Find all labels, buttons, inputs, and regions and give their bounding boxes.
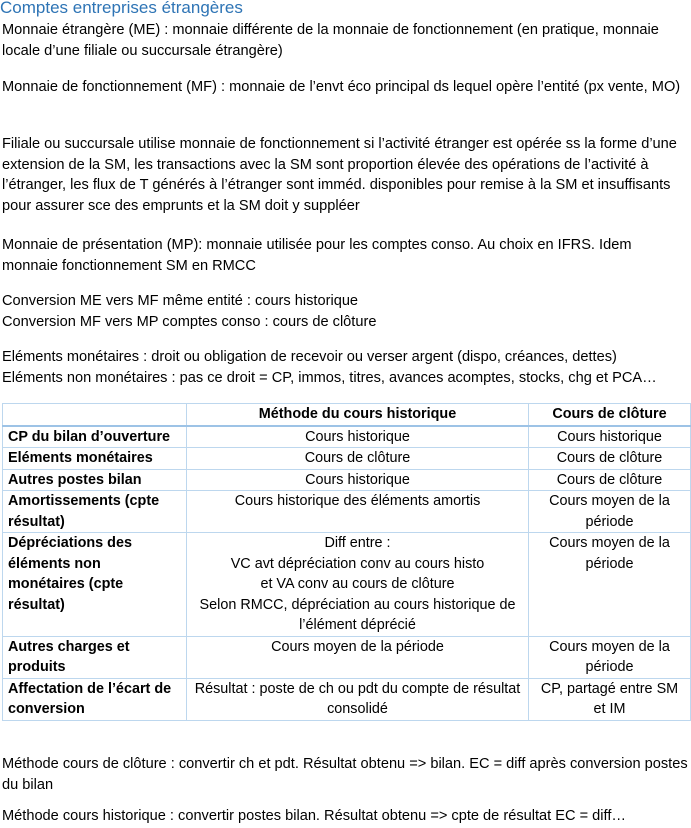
row-label: Affectation de l’écart de conversion <box>3 678 187 720</box>
row-label: Amortissements (cpte résultat) <box>3 491 187 533</box>
paragraph-monnaie-fonctionnement: Monnaie de fonctionnement (MF) : monnaie de l’envt éco principal ds lequel opère l’entité (px vente, MO) <box>2 79 681 95</box>
paragraph-monnaie-presentation: Monnaie de présentation (MP): monnaie utilisée pour les comptes conso. Au choix en IFRS. Idem monnaie fonctionnement SM en RMCC <box>2 237 632 274</box>
row-label: Autres postes bilan <box>3 469 187 491</box>
page-title: Comptes entreprises étrangères <box>0 0 243 17</box>
table-row <box>3 636 691 678</box>
cell-cloture: Cours de clôture <box>529 469 691 491</box>
table-row <box>3 426 691 448</box>
cell-cloture: Cours historique <box>529 426 691 448</box>
table-header-empty <box>3 404 187 426</box>
cell-historique: Diff entre : VC avt dépréciation conv au cours histo et VA conv au cours de clôture Selon RMCC, dépréciation au cours historique de l’élément déprécié <box>187 533 529 637</box>
cell-cloture: CP, partagé entre SM et IM <box>529 678 691 720</box>
elements-non-monetaires-line: Eléments non monétaires : pas ce droit = CP, immos, titres, avances acomptes, stocks, chg et PCA… <box>2 370 657 386</box>
cell-historique: Cours historique <box>187 426 529 448</box>
elements-monetaires-line: Eléments monétaires : droit ou obligation de recevoir ou verser argent (dispo, créances, dettes) <box>2 349 617 365</box>
table-header-row <box>3 404 691 426</box>
closing-paragraph-cours-cloture: Méthode cours de clôture : convertir ch et pdt. Résultat obtenu => bilan. EC = diff après conversion postes du bilan <box>2 756 688 793</box>
closing-paragraph-cours-historique: Méthode cours historique : convertir postes bilan. Résultat obtenu => cpte de résultat EC = diff… <box>2 808 626 824</box>
cell-historique: Cours de clôture <box>187 448 529 470</box>
table-header-cloture: Cours de clôture <box>529 404 691 426</box>
row-label: Dépréciations des éléments non monétaires (cpte résultat) <box>3 533 187 637</box>
cell-historique: Cours historique des éléments amortis <box>187 491 529 533</box>
conversion-methods-table <box>2 403 691 721</box>
paragraph-filiale-succursale: Filiale ou succursale utilise monnaie de fonctionnement si l’activité étranger est opérée ss la forme d’une extension de la SM, les transactions avec la SM sont proportion élevée des opérations de l’activité à l’étranger, les flux de T générés à l’étranger sont imméd. disponibles pour remise à la SM et insuffisants pour assurer sce des emprunts et la SM doit y suppléer <box>2 136 677 214</box>
cell-cloture: Cours moyen de la période <box>529 636 691 678</box>
cell-cloture: Cours moyen de la période <box>529 491 691 533</box>
cell-historique: Cours historique <box>187 469 529 491</box>
table-row <box>3 491 691 533</box>
row-label: CP du bilan d’ouverture <box>3 426 187 448</box>
row-label: Autres charges et produits <box>3 636 187 678</box>
table-row <box>3 469 691 491</box>
cell-historique: Cours moyen de la période <box>187 636 529 678</box>
conversion-line-mf-mp: Conversion MF vers MP comptes conso : cours de clôture <box>2 314 377 330</box>
table-row <box>3 448 691 470</box>
table-row <box>3 678 691 720</box>
table-header-historique: Méthode du cours historique <box>187 404 529 426</box>
table-row <box>3 533 691 637</box>
conversion-line-me-mf: Conversion ME vers MF même entité : cours historique <box>2 293 359 309</box>
row-label: Eléments monétaires <box>3 448 187 470</box>
cell-historique: Résultat : poste de ch ou pdt du compte de résultat consolidé <box>187 678 529 720</box>
cell-cloture: Cours de clôture <box>529 448 691 470</box>
paragraph-monnaie-etrangere: Monnaie étrangère (ME) : monnaie différente de la monnaie de fonctionnement (en pratique, monnaie locale d’une filiale ou succursale étrangère) <box>2 22 659 59</box>
cell-cloture: Cours moyen de la période <box>529 533 691 637</box>
